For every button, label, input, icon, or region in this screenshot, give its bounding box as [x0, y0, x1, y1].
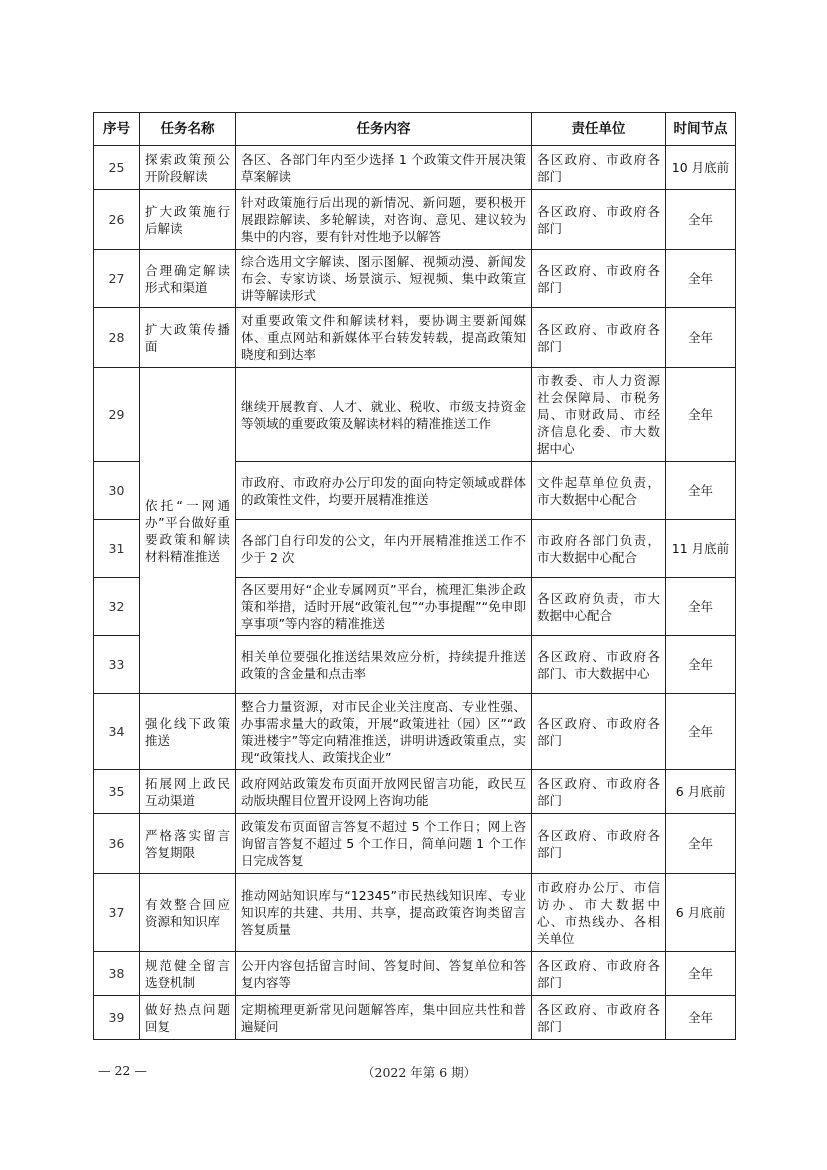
row-time: 全年 — [666, 462, 736, 520]
row-name: 依托“一网通办”平台做好重要政策和解读材料精准推送 — [140, 368, 236, 694]
row-no: 27 — [94, 250, 140, 308]
header-no: 序号 — [94, 113, 140, 146]
row-time: 全年 — [666, 308, 736, 368]
row-time: 全年 — [666, 578, 736, 636]
row-time: 全年 — [666, 636, 736, 694]
table-row — [94, 770, 736, 814]
row-content: 公开内容包括留言时间、答复时间、答复单位和答复内容等 — [236, 952, 532, 996]
row-time: 全年 — [666, 190, 736, 250]
row-time: 6 月底前 — [666, 874, 736, 952]
row-unit: 各区政府、市政府各部门 — [532, 250, 666, 308]
row-unit: 各区政府、市政府各部门 — [532, 952, 666, 996]
row-no: 25 — [94, 146, 140, 190]
row-unit: 各区政府、市政府各部门 — [532, 770, 666, 814]
row-unit: 各区政府、市政府各部门 — [532, 146, 666, 190]
row-no: 28 — [94, 308, 140, 368]
row-name: 有效整合回应资源和知识库 — [140, 874, 236, 952]
row-content: 综合选用文字解读、图示图解、视频动漫、新闻发布会、专家访谈、场景演示、短视频、集中政策宣讲等解读形式 — [236, 250, 532, 308]
row-time: 全年 — [666, 814, 736, 874]
header-time: 时间节点 — [666, 113, 736, 146]
row-time: 全年 — [666, 996, 736, 1040]
row-unit: 各区政府、市政府各部门 — [532, 190, 666, 250]
row-content: 对重要政策文件和解读材料，要协调主要新闻媒体、重点网站和新媒体平台转发转载，提高政策知晓度和到达率 — [236, 308, 532, 368]
row-unit: 各区政府、市政府各部门、市大数据中心 — [532, 636, 666, 694]
table-row — [94, 996, 736, 1040]
row-time: 全年 — [666, 250, 736, 308]
row-content: 各区、各部门年内至少选择 1 个政策文件开展决策草案解读 — [236, 146, 532, 190]
row-unit: 各区政府、市政府各部门 — [532, 694, 666, 770]
row-no: 39 — [94, 996, 140, 1040]
row-unit: 市教委、市人力资源社会保障局、市税务局、市财政局、市经济信息化委、市大数据中心 — [532, 368, 666, 462]
row-name: 强化线下政策推送 — [140, 694, 236, 770]
row-content: 整合力量资源，对市民企业关注度高、专业性强、办事需求量大的政策，开展“政策进社（园）区”“政策进楼宇”等定向精准推送，讲明讲透政策重点，实现“政策找人、政策找企业” — [236, 694, 532, 770]
row-unit: 各区政府负责，市大数据中心配合 — [532, 578, 666, 636]
row-content: 相关单位要强化推送结果效应分析，持续提升推送政策的含金量和点击率 — [236, 636, 532, 694]
row-name: 探索政策预公开阶段解读 — [140, 146, 236, 190]
row-unit: 各区政府、市政府各部门 — [532, 996, 666, 1040]
row-time: 10 月底前 — [666, 146, 736, 190]
header-content: 任务内容 — [236, 113, 532, 146]
row-name: 扩大政策施行后解读 — [140, 190, 236, 250]
row-content: 政府网站政策发布页面开放网民留言功能，政民互动版块醒目位置开设网上咨询功能 — [236, 770, 532, 814]
page-number: — 22 — — [98, 1063, 147, 1078]
row-unit: 文件起草单位负责，市大数据中心配合 — [532, 462, 666, 520]
row-content: 推动网站知识库与“12345”市民热线知识库、专业知识库的共建、共用、共享，提高政策咨询类留言答复质量 — [236, 874, 532, 952]
row-content: 政策发布页面留言答复不超过 5 个工作日；网上咨询留言答复不超过 5 个工作日，简单问题 1 个工作日完成答复 — [236, 814, 532, 874]
header-name: 任务名称 — [140, 113, 236, 146]
row-content: 针对政策施行后出现的新情况、新问题，要积极开展跟踪解读、多轮解读，对咨询、意见、建议较为集中的内容，要有针对性地予以解答 — [236, 190, 532, 250]
row-no: 29 — [94, 368, 140, 462]
issue-label: （2022 年第 6 期） — [362, 1065, 477, 1080]
table-row — [94, 368, 736, 462]
row-name: 扩大政策传播面 — [140, 308, 236, 368]
table-row — [94, 694, 736, 770]
row-unit: 市政府各部门负责，市大数据中心配合 — [532, 520, 666, 578]
table-row — [94, 952, 736, 996]
table-row — [94, 146, 736, 190]
row-name: 规范健全留言选登机制 — [140, 952, 236, 996]
header-unit: 责任单位 — [532, 113, 666, 146]
row-no: 32 — [94, 578, 140, 636]
row-content: 各部门自行印发的公文，年内开展精准推送工作不少于 2 次 — [236, 520, 532, 578]
task-table — [93, 112, 736, 1040]
row-time: 6 月底前 — [666, 770, 736, 814]
row-no: 37 — [94, 874, 140, 952]
row-unit: 各区政府、市政府各部门 — [532, 308, 666, 368]
table-row — [94, 190, 736, 250]
row-name: 做好热点问题回复 — [140, 996, 236, 1040]
row-content: 各区要用好“企业专属网页”平台，梳理汇集涉企政策和举措，适时开展“政策礼包”“办事提醒”“免申即享事项”等内容的精准推送 — [236, 578, 532, 636]
row-time: 全年 — [666, 368, 736, 462]
row-unit: 各区政府、市政府各部门 — [532, 814, 666, 874]
table-row — [94, 874, 736, 952]
row-content: 定期梳理更新常见问题解答库，集中回应共性和普遍疑问 — [236, 996, 532, 1040]
row-time: 全年 — [666, 694, 736, 770]
row-no: 33 — [94, 636, 140, 694]
row-unit: 市政府办公厅、市信访办、市大数据中心、市热线办、各相关单位 — [532, 874, 666, 952]
row-content: 继续开展教育、人才、就业、税收、市级支持资金等领域的重要政策及解读材料的精准推送工作 — [236, 368, 532, 462]
table-row — [94, 308, 736, 368]
row-name: 合理确定解读形式和渠道 — [140, 250, 236, 308]
row-no: 30 — [94, 462, 140, 520]
row-time: 11 月底前 — [666, 520, 736, 578]
row-no: 38 — [94, 952, 140, 996]
table-row — [94, 250, 736, 308]
row-name: 严格落实留言答复期限 — [140, 814, 236, 874]
row-content: 市政府、市政府办公厅印发的面向特定领域或群体的政策性文件，均要开展精准推送 — [236, 462, 532, 520]
table-header-row — [94, 113, 736, 146]
row-no: 36 — [94, 814, 140, 874]
row-no: 26 — [94, 190, 140, 250]
row-time: 全年 — [666, 952, 736, 996]
row-no: 34 — [94, 694, 140, 770]
row-name: 拓展网上政民互动渠道 — [140, 770, 236, 814]
table-row — [94, 814, 736, 874]
row-no: 31 — [94, 520, 140, 578]
row-no: 35 — [94, 770, 140, 814]
